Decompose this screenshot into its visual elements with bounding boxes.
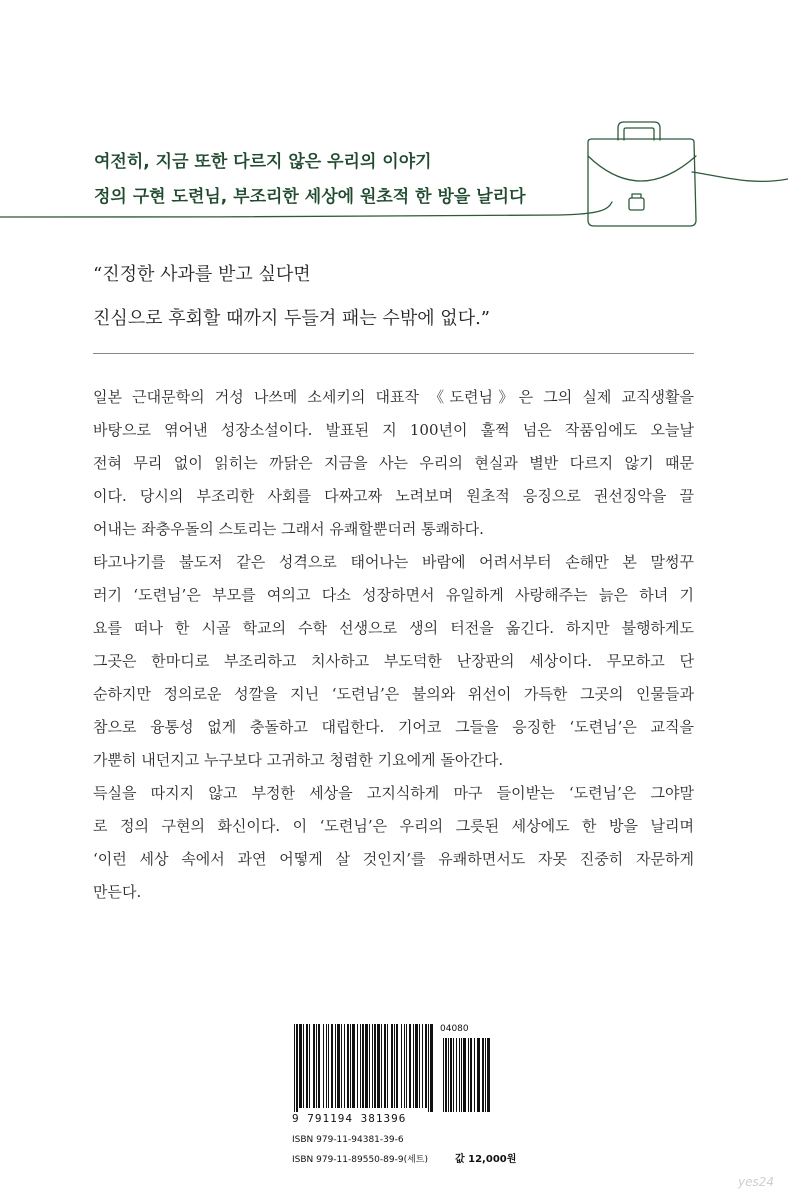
description-line: 참으로 융통성 없게 충돌하고 대립한다. 기어코 그들을 응징한 ‘도련님’은 교직을 <box>93 718 694 736</box>
barcode-addon-bar <box>459 1038 460 1112</box>
barcode-bar <box>303 1024 304 1108</box>
description-line: 요를 떠나 한 시골 학교의 수학 선생으로 생의 터전을 옮긴다. 하지만 불행하게도 <box>93 619 694 637</box>
briefcase-icon <box>0 0 788 240</box>
barcode-bar <box>377 1024 380 1108</box>
barcode-addon-bar <box>453 1038 454 1112</box>
watermark-logo: yes24 <box>738 1175 775 1189</box>
description-line: 그곳은 한마디로 부조리하고 치사하고 부도덕한 난장판의 세상이다. 무모하고 단 <box>93 652 694 670</box>
barcode-bar <box>409 1024 411 1108</box>
barcode-bar <box>316 1024 317 1108</box>
barcode-bar <box>372 1024 373 1108</box>
description-line: 만든다. <box>93 883 142 901</box>
barcode-bar <box>323 1024 324 1108</box>
barcode <box>292 1024 497 1134</box>
barcode-bar <box>391 1024 393 1108</box>
barcode-bar <box>337 1024 340 1108</box>
description-line: 어내는 좌충우돌의 스토리는 그래서 유쾌할뿐더러 통쾌하다. <box>93 520 484 538</box>
barcode-bar <box>313 1024 315 1108</box>
barcode-addon-number: 04080 <box>440 1024 469 1034</box>
barcode-addon-bar <box>482 1038 484 1112</box>
quote-line-1: “진정한 사과를 받고 싶다면 <box>93 264 311 285</box>
barcode-bar <box>352 1024 355 1108</box>
barcode-bar <box>306 1024 308 1108</box>
barcode-bar <box>422 1024 423 1108</box>
barcode-bar <box>365 1024 368 1108</box>
barcode-bar <box>296 1024 298 1112</box>
description-line: 러기 ‘도련님’은 부모를 여의고 다소 성장하면서 유일하게 사랑해주는 늙은 하녀 기 <box>93 586 694 604</box>
description-line: ‘이런 세상 속에서 과연 어떻게 살 것인지’를 유쾌하면서도 자못 진중히 자문하게 <box>93 850 694 868</box>
barcode-bar <box>369 1024 370 1108</box>
barcode-addon-bar <box>474 1038 475 1112</box>
barcode-addon-bar <box>445 1038 447 1112</box>
price-label: 값 12,000원 <box>455 1154 517 1165</box>
barcode-bar <box>335 1024 336 1108</box>
barcode-addon-bar <box>477 1038 480 1112</box>
barcode-bar <box>374 1024 376 1108</box>
barcode-bar <box>419 1024 420 1108</box>
description-line: 로 정의 구현의 화신이다. 이 ‘도련님’은 우리의 그릇된 세상에도 한 방을 날리며 <box>93 817 694 835</box>
barcode-bar <box>404 1024 405 1108</box>
barcode-addon-bar <box>463 1038 466 1112</box>
barcode-addon-bar <box>443 1038 444 1112</box>
description-line: 타고나기를 불도저 같은 성격으로 태어나는 바람에 어려서부터 손해만 본 말썽꾸 <box>93 553 694 571</box>
barcode-bar <box>396 1024 398 1108</box>
barcode-bar <box>318 1024 320 1108</box>
description-line: 이다. 당시의 부조리한 사회를 다짜고짜 노려보며 원초적 응징으로 권선징악을 끌 <box>93 487 694 505</box>
barcode-bar <box>428 1024 429 1112</box>
barcode-bar <box>331 1024 333 1108</box>
barcode-bar <box>384 1024 386 1108</box>
quote-line-2: 진심으로 후회할 때까지 두들겨 패는 수밖에 없다.” <box>93 308 491 329</box>
barcode-addon-bar <box>485 1038 486 1112</box>
divider <box>93 353 694 354</box>
barcode-addon-bar <box>470 1038 472 1112</box>
barcode-bar <box>328 1024 329 1108</box>
barcode-bar <box>381 1024 382 1108</box>
barcode-addon-bar <box>450 1038 452 1112</box>
barcode-bar <box>309 1024 310 1108</box>
barcode-addon-bar <box>456 1038 457 1112</box>
barcode-bar <box>430 1024 433 1112</box>
description-line: 전혀 무리 없이 읽히는 까닭은 지금을 사는 우리의 현실과 별반 다르지 않기 때문 <box>93 454 694 472</box>
description-line: 일본 근대문학의 거성 나쓰메 소세키의 대표작 《도련님》은 그의 실제 교직생활을 <box>93 388 694 406</box>
barcode-bar <box>326 1024 327 1108</box>
barcode-bar <box>425 1024 427 1108</box>
barcode-bar <box>347 1024 349 1108</box>
barcode-bar <box>350 1024 351 1108</box>
barcode-bars <box>292 1024 497 1112</box>
description-line: 득실을 따지지 않고 부정한 세상을 고지식하게 마구 들이받는 ‘도련님’은 그야말 <box>93 784 694 802</box>
isbn-line-2: ISBN 979-11-89550-89-9(세트) <box>292 1155 428 1165</box>
barcode-addon-bar <box>487 1038 490 1112</box>
barcode-addon-bar <box>468 1038 469 1112</box>
barcode-bar <box>406 1024 407 1108</box>
barcode-bar <box>413 1024 414 1108</box>
barcode-bar <box>401 1024 402 1108</box>
barcode-bar <box>299 1024 302 1108</box>
isbn-line-1: ISBN 979-11-94381-39-6 <box>292 1135 404 1145</box>
barcode-bar <box>362 1024 364 1108</box>
barcode-bar <box>341 1024 342 1108</box>
description-line: 순하지만 정의로운 성깔을 지닌 ‘도련님’은 불의와 위선이 가득한 그곳의 인물들과 <box>93 685 694 703</box>
description-line: 가뿐히 내던지고 누구보다 고귀하고 청렴한 기요에게 돌아간다. <box>93 751 504 769</box>
barcode-addon-bar <box>461 1038 462 1112</box>
barcode-addon-bar <box>448 1038 449 1112</box>
barcode-bar <box>360 1024 361 1108</box>
barcode-ean-number: 9 791194 381396 <box>292 1112 407 1125</box>
barcode-bar <box>415 1024 418 1108</box>
barcode-bar <box>357 1024 358 1108</box>
barcode-bar <box>394 1024 395 1108</box>
tagline-2: 정의 구현 도련님, 부조리한 세상에 원초적 한 방을 날리다 <box>94 187 526 207</box>
barcode-bar <box>344 1024 345 1108</box>
barcode-bar <box>387 1024 388 1108</box>
barcode-bar <box>294 1024 295 1112</box>
tagline-1: 여전히, 지금 또한 다르지 않은 우리의 이야기 <box>94 152 432 172</box>
description-line: 바탕으로 엮어낸 성장소설이다. 발표된 지 100년이 훌쩍 넘은 작품임에도 오늘날 <box>93 421 694 439</box>
